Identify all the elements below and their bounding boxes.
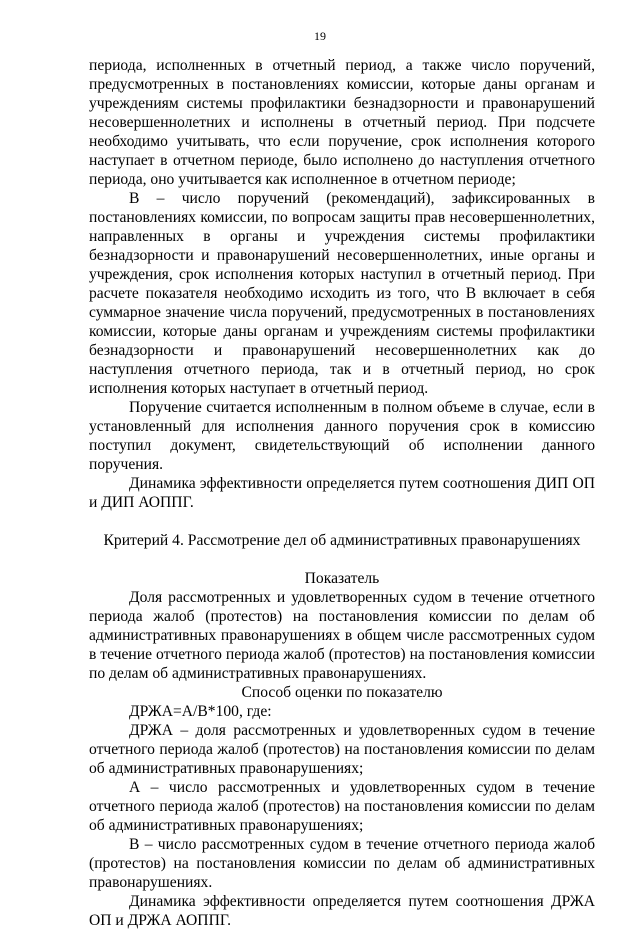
definition-a: А – число рассмотренных и удовлетворенных судом в течение отчетного периода жалоб (протестов) на постановления комиссии по делам об административных правонарушениях; <box>89 779 595 834</box>
indicator-text: Доля рассмотренных и удовлетворенных судом в течение отчетного периода жалоб (протестов) на постановления комиссии по делам об административных правонарушениях в общем числе рассмотренных судом в течение отчетного периода жалоб (протестов) на постановления комиссии по делам об административных правонарушениях. <box>89 589 595 682</box>
page-number: 19 <box>314 29 326 43</box>
method-heading: Способ оценки по показателю <box>241 684 443 701</box>
paragraph-continuation: периода, исполненных в отчетный период, а также число поручений, предусмотренных в постановлениях комиссии, которые даны органам и учреждениям системы профилактики безнадзорности и правонарушений несовершеннолетних и исполнены в отчетный период. При подсчете необходимо учитывать, что если поручение, срок исполнения которого наступает в отчетном периоде, было исполнено до наступления отчетного периода, оно учитывается как исполненное в отчетном периоде; <box>89 57 595 188</box>
document-body <box>89 56 595 930</box>
definition-drzha: ДРЖА – доля рассмотренных и удовлетворенных судом в течение отчетного периода жалоб (протестов) на постановления комиссии по делам об административных правонарушениях; <box>89 722 595 777</box>
paragraph-dynamics-dip: Динамика эффективности определяется путем соотношения ДИП ОП и ДИП АОППГ. <box>89 475 595 511</box>
formula: ДРЖА=А/В*100, где: <box>129 703 272 720</box>
indicator-heading: Показатель <box>304 570 380 587</box>
closing-dynamics: Динамика эффективности определяется путем соотношения ДРЖА ОП и ДРЖА АОППГ. <box>89 893 595 929</box>
criterion-heading: Критерий 4. Рассмотрение дел об административных правонарушениях <box>103 532 581 549</box>
definition-b: В – число рассмотренных судом в течение отчетного периода жалоб (протестов) на постановления комиссии по делам об административных правонарушениях. <box>89 836 595 891</box>
paragraph-b-definition: В – число поручений (рекомендаций), зафиксированных в постановлениях комиссии, по вопросам защиты прав несовершеннолетних, направленных в органы и учреждения системы профилактики безнадзорности и правонарушений несовершеннолетних, иные органы и учреждения, срок исполнения которых наступил в отчетный период. При расчете показателя необходимо исходить из того, что В включает в себя суммарное значение числа поручений, предусмотренных в постановлениях комиссии, которые даны органам и учреждениям системы профилактики безнадзорности и правонарушений несовершеннолетних как до наступления отчетного периода, так и в отчетный период, но срок исполнения которых наступает в отчетный период. <box>89 190 595 397</box>
paragraph-execution-rule: Поручение считается исполненным в полном объеме в случае, если в установленный для исполнения данного поручения срок в комиссию поступил документ, свидетельствующий об исполнении данного поручения. <box>89 399 595 473</box>
